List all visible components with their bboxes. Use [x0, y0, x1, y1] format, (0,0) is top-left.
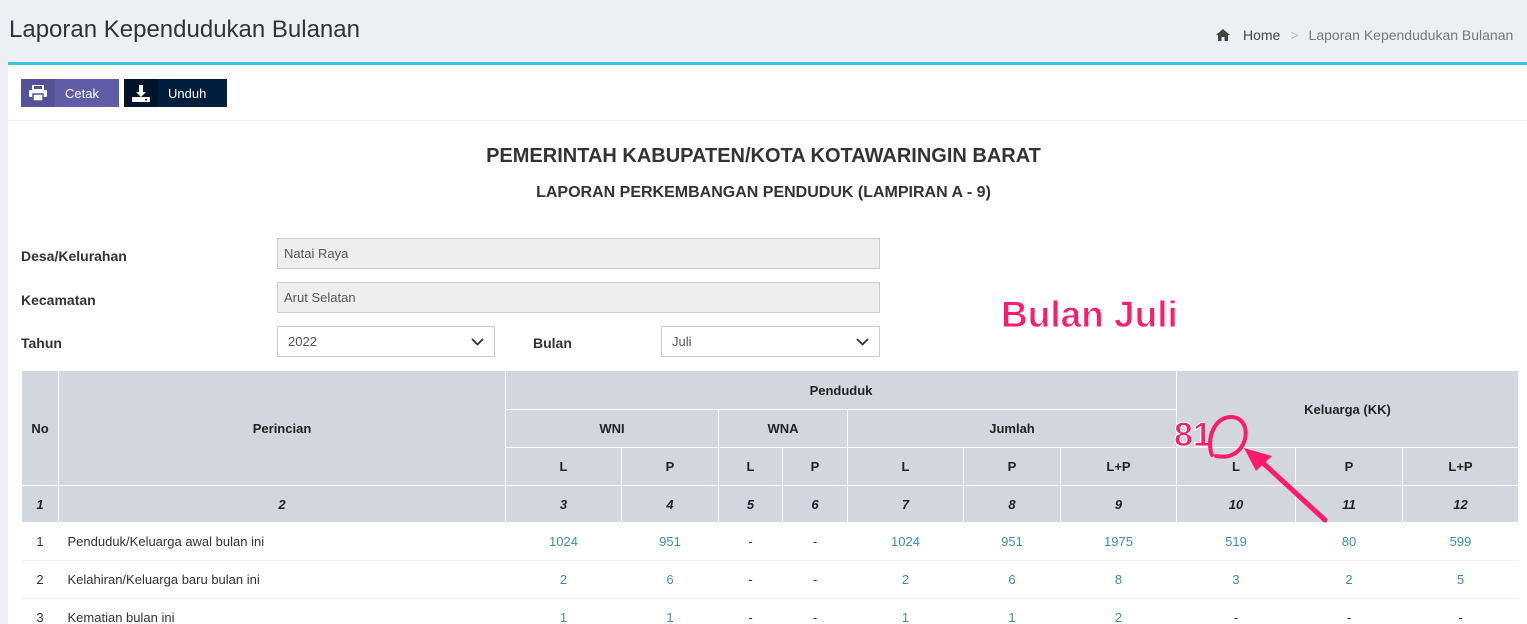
index-header: 6: [783, 486, 848, 523]
cell-link[interactable]: 2: [1061, 599, 1177, 624]
index-header: 9: [1061, 486, 1177, 523]
cell-link[interactable]: 1: [622, 599, 719, 624]
index-header: 2: [59, 486, 506, 523]
breadcrumb-current: Laporan Kependudukan Bulanan: [1308, 27, 1514, 43]
col-header-perincian: Perincian: [59, 371, 506, 486]
cell-link[interactable]: 8: [1061, 561, 1177, 599]
sub-header: P: [783, 448, 848, 486]
cell-link[interactable]: 1024: [848, 523, 964, 561]
sub-header: P: [964, 448, 1061, 486]
cell-value: -: [783, 561, 848, 599]
cell-link[interactable]: 1975: [1061, 523, 1177, 561]
col-header-wni: WNI: [506, 410, 719, 448]
cell-value: -: [1403, 599, 1519, 624]
row-no: 2: [22, 561, 59, 599]
tahun-label: Tahun: [21, 335, 62, 351]
home-icon[interactable]: [1216, 29, 1230, 41]
chevron-down-icon: [471, 338, 484, 346]
kecamatan-label: Kecamatan: [21, 292, 96, 308]
cell-link[interactable]: 599: [1403, 523, 1519, 561]
desa-field[interactable]: Natai Raya: [277, 238, 880, 269]
printer-icon: [21, 79, 55, 107]
download-icon: [124, 79, 158, 107]
sub-header: L: [719, 448, 783, 486]
print-button[interactable]: [21, 79, 119, 107]
cell-link[interactable]: 3: [1177, 561, 1296, 599]
bulan-select-value: Juli: [672, 334, 692, 349]
index-header: 5: [719, 486, 783, 523]
row-desc: Kelahiran/Keluarga baru bulan ini: [59, 561, 506, 599]
breadcrumb-home-link[interactable]: Home: [1243, 27, 1281, 43]
annotation-number: 81: [1174, 416, 1212, 454]
toolbar: [21, 79, 227, 107]
sub-header: L+P: [1061, 448, 1177, 486]
sub-header: L: [1177, 448, 1296, 486]
index-header: 11: [1296, 486, 1403, 523]
cell-link[interactable]: 6: [622, 561, 719, 599]
sub-header: L: [506, 448, 622, 486]
row-desc: Penduduk/Keluarga awal bulan ini: [59, 523, 506, 561]
cell-link[interactable]: 951: [964, 523, 1061, 561]
cell-link[interactable]: 5: [1403, 561, 1519, 599]
cell-link[interactable]: 2: [506, 561, 622, 599]
cell-value: -: [783, 599, 848, 624]
row-no: 3: [22, 599, 59, 624]
cell-value: -: [719, 561, 783, 599]
row-desc: Kematian bulan ini: [59, 599, 506, 624]
sub-header: P: [1296, 448, 1403, 486]
bulan-select[interactable]: [661, 326, 880, 357]
cell-value: -: [719, 599, 783, 624]
col-header-jumlah: Jumlah: [848, 410, 1177, 448]
col-header-keluarga: Keluarga (KK): [1177, 371, 1519, 448]
download-button[interactable]: [124, 79, 227, 107]
report-subtitle: LAPORAN PERKEMBANGAN PENDUDUK (LAMPIRAN A - 9): [536, 184, 991, 201]
tahun-select-value: 2022: [288, 334, 317, 349]
chevron-down-icon: [856, 338, 869, 346]
report-table: [21, 370, 1519, 624]
desa-label: Desa/Kelurahan: [21, 248, 127, 264]
table-row: [22, 561, 1519, 599]
index-header: 7: [848, 486, 964, 523]
cell-link[interactable]: 951: [622, 523, 719, 561]
cell-value: -: [1177, 599, 1296, 624]
sub-header: L+P: [1403, 448, 1519, 486]
cell-link[interactable]: 2: [1296, 561, 1403, 599]
col-header-no: No: [22, 371, 59, 486]
download-button-label: Unduh: [168, 85, 207, 101]
row-no: 1: [22, 523, 59, 561]
cell-link[interactable]: 519: [1177, 523, 1296, 561]
cell-value: -: [783, 523, 848, 561]
toolbar-divider: [8, 120, 1527, 121]
cell-link[interactable]: 1024: [506, 523, 622, 561]
breadcrumb-separator: >: [1290, 27, 1299, 43]
table-row: [22, 599, 1519, 624]
tahun-select[interactable]: [277, 326, 495, 357]
table-row: [22, 523, 1519, 561]
cell-link[interactable]: 2: [848, 561, 964, 599]
print-button-label: Cetak: [65, 85, 99, 101]
annotation-bulan-juli: Bulan Juli: [1001, 294, 1178, 335]
cell-link[interactable]: 1: [848, 599, 964, 624]
index-header: 10: [1177, 486, 1296, 523]
page-title: Laporan Kependudukan Bulanan: [9, 16, 360, 43]
col-header-wna: WNA: [719, 410, 848, 448]
sub-header: P: [622, 448, 719, 486]
index-header: 12: [1403, 486, 1519, 523]
cell-value: -: [1296, 599, 1403, 624]
index-header: 3: [506, 486, 622, 523]
cell-link[interactable]: 6: [964, 561, 1061, 599]
index-header: 8: [964, 486, 1061, 523]
cell-link[interactable]: 1: [964, 599, 1061, 624]
index-header: 1: [22, 486, 59, 523]
page-header: [0, 0, 1527, 62]
cell-link[interactable]: 80: [1296, 523, 1403, 561]
breadcrumb: [1216, 27, 1513, 43]
bulan-label: Bulan: [533, 335, 572, 351]
report-title: PEMERINTAH KABUPATEN/KOTA KOTAWARINGIN BARAT: [486, 145, 1041, 167]
col-header-penduduk: Penduduk: [506, 371, 1177, 410]
cell-value: -: [719, 523, 783, 561]
sub-header: L: [848, 448, 964, 486]
index-header: 4: [622, 486, 719, 523]
kecamatan-field[interactable]: Arut Selatan: [277, 282, 880, 313]
cell-link[interactable]: 1: [506, 599, 622, 624]
